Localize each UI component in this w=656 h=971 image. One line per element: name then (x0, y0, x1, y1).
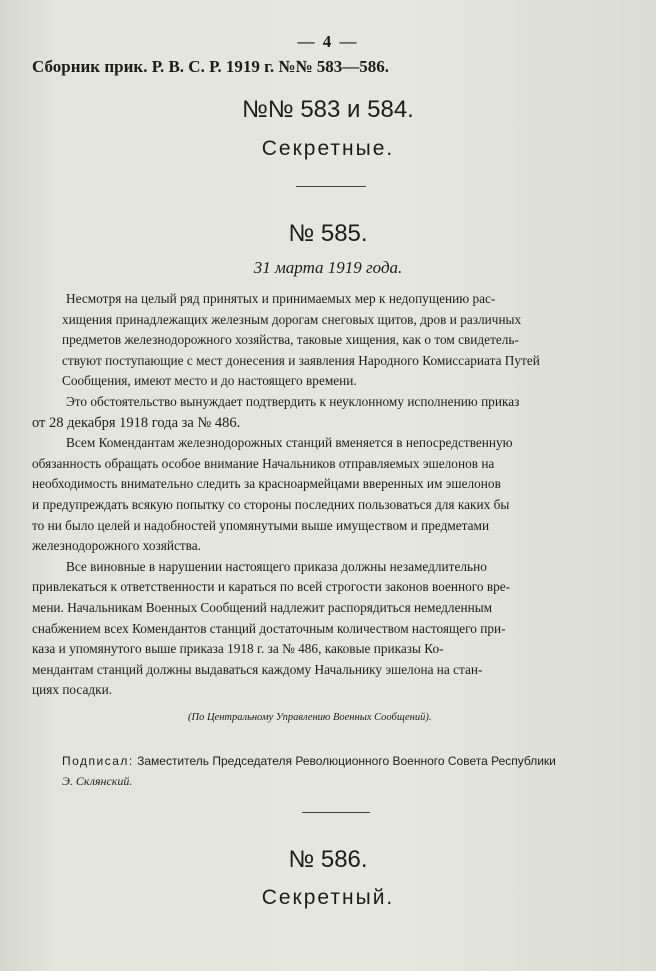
text-line: снабжением всех Комендантов станций достаточным количеством настоящего при- (32, 620, 506, 636)
text-line: обязанность обращать особое внимание Начальников отправляемых эшелонов на (32, 455, 495, 471)
section-divider (296, 186, 366, 187)
signature-block (62, 752, 642, 771)
text-line: и предупреждать всякую попытку со стороны последних пользоваться для каких бы (32, 496, 510, 512)
order-number-586: № 586. (288, 846, 368, 873)
page-number: — 4 — (297, 32, 359, 51)
text-line: циях посадки. (32, 682, 113, 698)
text-line: железнодорожного хозяйства. (32, 538, 201, 554)
text-line: Все виновные в нарушении настоящего приказа должны незамедлительно (66, 558, 487, 574)
text-line: Несмотря на целый ряд принятых и принимаемых мер к недопущению рас- (66, 291, 496, 306)
signed-label: Подписал: (62, 754, 134, 768)
order-585-text (32, 289, 636, 701)
order-number-583-584: №№ 583 и 584. (242, 96, 414, 123)
text-line: от 28 декабря 1918 года за № 486. (32, 414, 241, 431)
order-number-585: № 585. (288, 220, 368, 247)
text-line: каза и упомянутого выше приказа 1918 г. за № 486, каковые приказы Ко- (32, 641, 444, 657)
order-source: (По Центральному Управлению Военных Сообщений). (188, 712, 432, 723)
text-line: Всем Комендантам железнодорожных станций вменяется в непосредственную (66, 435, 513, 451)
text-line: мени. Начальникам Военных Сообщений надлежит распорядиться немедленным (32, 599, 493, 615)
signed-position: Заместитель Председателя Революционного Военного Совета Республики (137, 754, 556, 768)
order-date: 31 марта 1919 года. (253, 258, 403, 277)
signer-name: Э. Склянский. (62, 774, 133, 788)
text-line: Сообщения, имеют место и до настоящего времени. (62, 373, 357, 389)
text-line: ствуют поступающие с мест донесения и заявления Народного Комиссариата Путей (62, 352, 540, 368)
section-divider (302, 812, 370, 813)
text-line: предметов железнодорожного хозяйства, таковые хищения, как о том свидетель- (62, 332, 519, 348)
secret-label-583-584: Секретные. (261, 137, 395, 160)
text-line: мендантам станций должны выдаваться каждому Начальнику эшелона на стан- (32, 661, 483, 677)
text-line: хищения принадлежащих железным дорогам снеговых щитов, дров и различных (62, 311, 522, 327)
text-line: привлекаться к ответственности и караться по всей строгости законов военного вре- (32, 579, 511, 595)
text-line: Это обстоятельство вынуждает подтвердить к неуклонному исполнению приказ (66, 393, 520, 409)
collection-header: Сборник прик. Р. В. С. Р. 1919 г. №№ 583—586. (32, 57, 390, 76)
secret-label-586: Секретный. (261, 886, 395, 909)
text-line: необходимость внимательно следить за красноармейцами вверенных им эшелонов (32, 476, 501, 492)
text-line: то ни было целей и надобностей упомянутыми выше имуществом и предметами (32, 517, 490, 533)
